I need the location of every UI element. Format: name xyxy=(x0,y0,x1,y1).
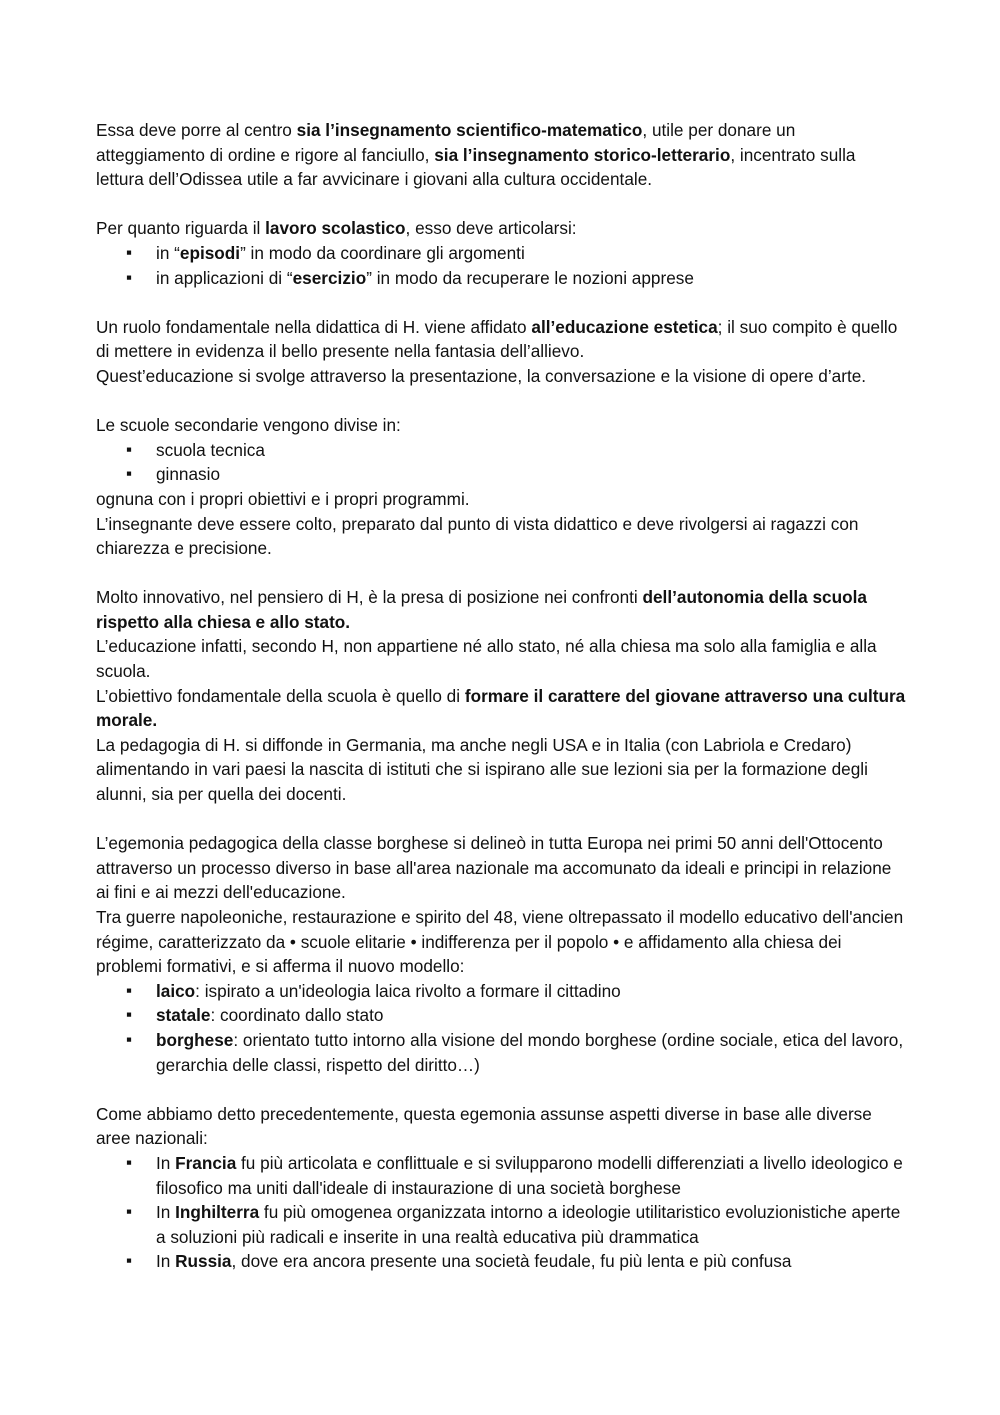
bold-text: Inghilterra xyxy=(175,1202,260,1223)
bold-text: episodi xyxy=(179,242,241,263)
text-run: : ispirato a un'ideologia laica rivolto a formare il cittadino xyxy=(195,980,621,1001)
text-run: scuola tecnica xyxy=(156,439,265,460)
text-run: In xyxy=(156,1202,176,1223)
bold-text: formare il carattere del giovane attraverso una cultura morale. xyxy=(96,685,906,731)
paragraph xyxy=(96,585,908,806)
bold-text: lavoro scolastico xyxy=(265,218,406,239)
text-run: ginnasio xyxy=(156,464,221,485)
text-run: , utile per donare un atteggiamento di ordine e rigore al fanciullo, xyxy=(96,120,796,165)
paragraph xyxy=(96,216,908,290)
text-run: fu più omogenea organizzata intorno a ideologie utilitaristico evoluzionistiche aperte a soluzioni più radicali e inserite in una realtà educativa più drammatica xyxy=(156,1202,901,1247)
text-line xyxy=(96,413,908,438)
bold-text: statale xyxy=(156,1005,211,1026)
list-item xyxy=(96,1249,908,1274)
text-line xyxy=(96,585,908,634)
text-run: L’educazione infatti, secondo H, non appartiene né allo stato, né alla chiesa ma solo alla famiglia e alla scuola. xyxy=(96,636,877,682)
list-item xyxy=(96,1200,908,1249)
text-run: Quest’educazione si svolge attraverso la presentazione, la conversazione e la visione di opere d’arte. xyxy=(96,365,867,386)
bullet-list xyxy=(96,1151,908,1274)
text-run: In xyxy=(156,1251,176,1272)
text-run: : orientato tutto intorno alla visione del mondo borghese (ordine sociale, etica del lavoro, gerarchia delle classi, rispetto del diritto…) xyxy=(156,1029,904,1075)
text-run: L’obiettivo fondamentale della scuola è quello di xyxy=(96,685,465,706)
document-page xyxy=(96,118,908,1299)
text-line xyxy=(96,905,908,979)
paragraph xyxy=(96,118,908,192)
text-line xyxy=(96,684,908,733)
text-run: Tra guerre napoleoniche, restaurazione e spirito del 48, viene oltrepassato il modello educativo dell'ancien régime, caratterizzato da • scuole elitarie • indifferenza per il popolo • e affidamento alla chiesa dei problemi formativi, e si afferma il nuovo modello: xyxy=(96,907,904,977)
list-item xyxy=(96,979,908,1004)
list-item xyxy=(96,438,908,463)
bold-text: laico xyxy=(156,980,196,1001)
text-line xyxy=(96,364,908,389)
bold-text: dell’autonomia della scuola rispetto alla chiesa e allo stato. xyxy=(96,587,867,632)
text-line xyxy=(96,512,908,561)
text-run: ognuna con i propri obiettivi e i propri programmi. xyxy=(96,488,470,509)
paragraph xyxy=(96,1102,908,1274)
text-line xyxy=(96,216,908,241)
text-run: in applicazioni di “ xyxy=(156,267,293,288)
text-run: L’insegnante deve essere colto, preparato dal punto di vista didattico e deve rivolgersi ai ragazzi con chiarezza e precisione. xyxy=(96,513,859,559)
bold-text: all’educazione estetica xyxy=(531,316,718,337)
text-run: ” in modo da coordinare gli argomenti xyxy=(240,242,525,263)
text-line xyxy=(96,831,908,905)
text-run: Per quanto riguarda il xyxy=(96,218,266,239)
bullet-list xyxy=(96,438,908,487)
text-line xyxy=(96,487,908,512)
text-run: Molto innovativo, nel pensiero di H, è la presa di posizione nei confronti xyxy=(96,587,643,608)
bold-text: sia l’insegnamento scientifico-matematico xyxy=(296,120,643,140)
list-item xyxy=(96,1003,908,1028)
text-run: Essa deve porre al centro xyxy=(96,120,297,140)
bold-text: esercizio xyxy=(292,267,367,288)
bold-text: sia l’insegnamento storico-letterario xyxy=(434,144,731,165)
bold-text: Francia xyxy=(175,1152,237,1173)
bold-text: borghese xyxy=(156,1029,234,1050)
text-line xyxy=(96,1102,908,1151)
list-item xyxy=(96,1151,908,1200)
bullet-list xyxy=(96,979,908,1077)
paragraph xyxy=(96,315,908,389)
bullet-list xyxy=(96,241,908,290)
text-run: ” in modo da recuperare le nozioni apprese xyxy=(366,267,694,288)
text-run: L’egemonia pedagogica della classe borghese si delineò in tutta Europa nei primi 50 anni dell'Ottocento attraverso un processo diverso in base all'area nazionale ma accomunato da ideali e principi in relazione ai fini e ai mezzi dell'educazione. xyxy=(96,833,892,903)
text-run: Un ruolo fondamentale nella didattica di H. viene affidato xyxy=(96,316,532,337)
text-run: , incentrato sulla lettura dell’Odissea utile a far avvicinare i giovani alla cultura occidentale. xyxy=(96,144,856,190)
bold-text: Russia xyxy=(175,1251,232,1272)
text-line xyxy=(96,634,908,683)
text-run: in “ xyxy=(156,242,180,263)
text-run: La pedagogia di H. si diffonde in Germania, ma anche negli USA e in Italia (con Labriola e Credaro) alimentando in vari paesi la nascita di istituti che si ispirano alle sue lezioni sia per la formazione degli alunni, sia per quella dei docenti. xyxy=(96,734,868,805)
list-item xyxy=(96,462,908,487)
paragraph xyxy=(96,413,908,561)
text-run: Le scuole secondarie vengono divise in: xyxy=(96,415,401,436)
text-run: In xyxy=(156,1152,176,1173)
list-item xyxy=(96,266,908,291)
text-run: , dove era ancora presente una società feudale, fu più lenta e più confusa xyxy=(231,1251,792,1272)
text-line xyxy=(96,118,908,192)
paragraph xyxy=(96,831,908,1077)
text-run: Come abbiamo detto precedentemente, questa egemonia assunse aspetti diverse in base alle diverse aree nazionali: xyxy=(96,1103,872,1149)
text-line xyxy=(96,733,908,807)
text-run: ; il suo compito è quello di mettere in evidenza il bello presente nella fantasia dell’allievo. xyxy=(96,316,898,362)
text-run: fu più articolata e conflittuale e si svilupparono modelli differenziati a livello ideologico e filosofico ma uniti dall'ideale di instaurazione di una società borghese xyxy=(156,1152,903,1198)
text-line xyxy=(96,315,908,364)
text-run: : coordinato dallo stato xyxy=(210,1005,384,1026)
list-item xyxy=(96,1028,908,1077)
text-run: , esso deve articolarsi: xyxy=(405,218,577,239)
list-item xyxy=(96,241,908,266)
